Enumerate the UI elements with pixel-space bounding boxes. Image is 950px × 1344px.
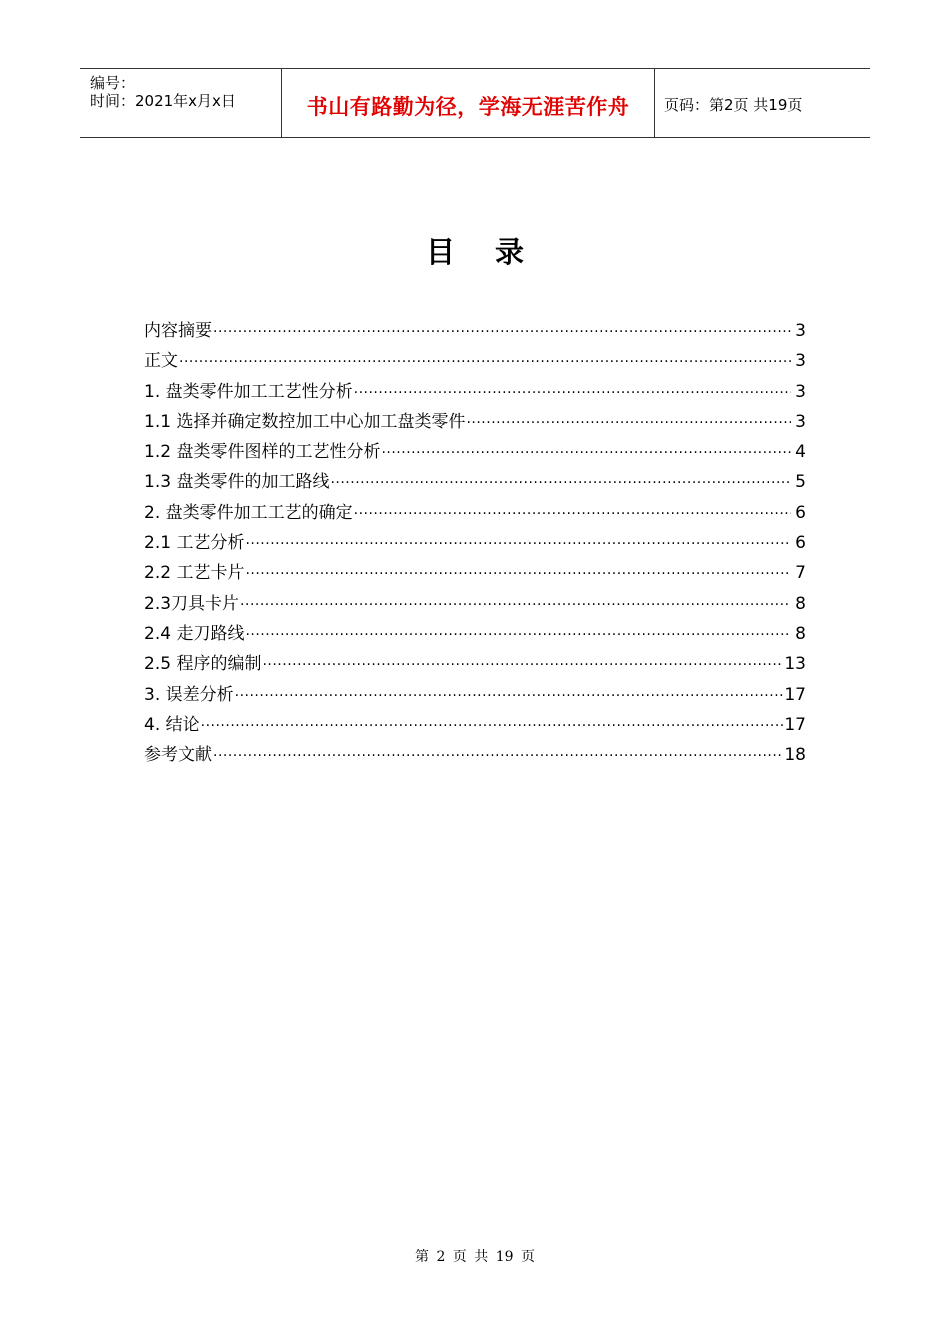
toc-leader-dots	[381, 445, 791, 461]
toc-entry-page: 3	[795, 381, 806, 402]
toc-leader-dots	[213, 324, 791, 340]
toc-entry-label: 2. 盘类零件加工工艺的确定	[144, 502, 353, 523]
toc-entry-label: 正文	[144, 351, 178, 372]
document-time-label: 时间：2021年x月x日	[90, 92, 236, 110]
toc-leader-dots	[240, 597, 791, 613]
document-number-label: 编号：	[90, 74, 136, 92]
toc-entry[interactable]	[144, 680, 806, 710]
toc-entry-label: 参考文献	[144, 745, 212, 766]
toc-entry-page: 17	[784, 684, 806, 705]
toc-entry-label: 2.1 工艺分析	[144, 533, 245, 554]
toc-entry-label: 1. 盘类零件加工工艺性分析	[144, 381, 353, 402]
toc-entry-page: 8	[795, 593, 806, 614]
toc-entry-page: 13	[784, 654, 806, 675]
toc-entry-label: 1.2 盘类零件图样的工艺性分析	[144, 442, 381, 463]
document-header	[80, 68, 870, 138]
toc-entry[interactable]	[144, 498, 806, 528]
toc-title: 目录	[425, 235, 564, 269]
toc-entry-page: 3	[795, 351, 806, 372]
header-motto-cell	[282, 69, 655, 137]
toc-entry-label: 2.5 程序的编制	[144, 654, 262, 675]
toc-entry[interactable]	[144, 740, 806, 770]
toc-entry-page: 8	[795, 623, 806, 644]
toc-entry[interactable]	[144, 619, 806, 649]
toc-entry-page: 7	[795, 563, 806, 584]
table-of-contents	[144, 316, 806, 770]
toc-entry-page: 4	[795, 442, 806, 463]
toc-leader-dots	[354, 385, 791, 401]
toc-entry-page: 3	[795, 321, 806, 341]
toc-leader-dots	[330, 475, 791, 491]
toc-entry-label: 3. 误差分析	[144, 684, 234, 705]
toc-entry-label: 1.1 选择并确定数控加工中心加工盘类零件	[144, 411, 466, 432]
toc-entry-label: 1.3 盘类零件的加工路线	[144, 472, 330, 493]
toc-leader-dots	[213, 748, 783, 764]
toc-leader-dots	[179, 354, 791, 370]
toc-entry-page: 5	[795, 472, 806, 493]
toc-entry-label: 4. 结论	[144, 714, 200, 735]
toc-entry[interactable]	[144, 346, 806, 376]
toc-entry-page: 6	[795, 533, 806, 554]
header-meta-cell	[80, 69, 282, 137]
toc-entry[interactable]	[144, 377, 806, 407]
toc-leader-dots	[466, 415, 791, 431]
toc-entry-label: 2.4 走刀路线	[144, 623, 245, 644]
toc-leader-dots	[245, 627, 791, 643]
toc-entry[interactable]	[144, 589, 806, 619]
toc-entry-label: 2.2 工艺卡片	[144, 563, 245, 584]
toc-leader-dots	[235, 688, 784, 704]
toc-entry[interactable]	[144, 649, 806, 679]
toc-leader-dots	[354, 506, 791, 522]
toc-entry-label: 内容摘要	[144, 321, 212, 341]
toc-entry[interactable]	[144, 710, 806, 740]
toc-entry[interactable]	[144, 316, 806, 346]
toc-entry[interactable]	[144, 528, 806, 558]
page-footer: 第 2 页 共 19 页	[415, 1249, 535, 1265]
toc-entry-page: 18	[784, 745, 806, 766]
toc-entry[interactable]	[144, 437, 806, 467]
toc-entry-label: 2.3刀具卡片	[144, 593, 240, 614]
header-page-cell	[655, 69, 870, 137]
header-page-info: 页码：第2页 共19页	[664, 96, 803, 114]
toc-leader-dots	[245, 536, 791, 552]
toc-entry[interactable]	[144, 467, 806, 497]
toc-entry-page: 17	[784, 714, 806, 735]
toc-entry-page: 3	[795, 411, 806, 432]
header-motto: 书山有路勤为径，学海无涯苦作舟	[306, 95, 630, 119]
toc-leader-dots	[201, 718, 784, 734]
toc-entry[interactable]	[144, 407, 806, 437]
toc-leader-dots	[245, 566, 791, 582]
toc-leader-dots	[262, 657, 783, 673]
toc-entry-page: 6	[795, 502, 806, 523]
toc-entry[interactable]	[144, 558, 806, 588]
